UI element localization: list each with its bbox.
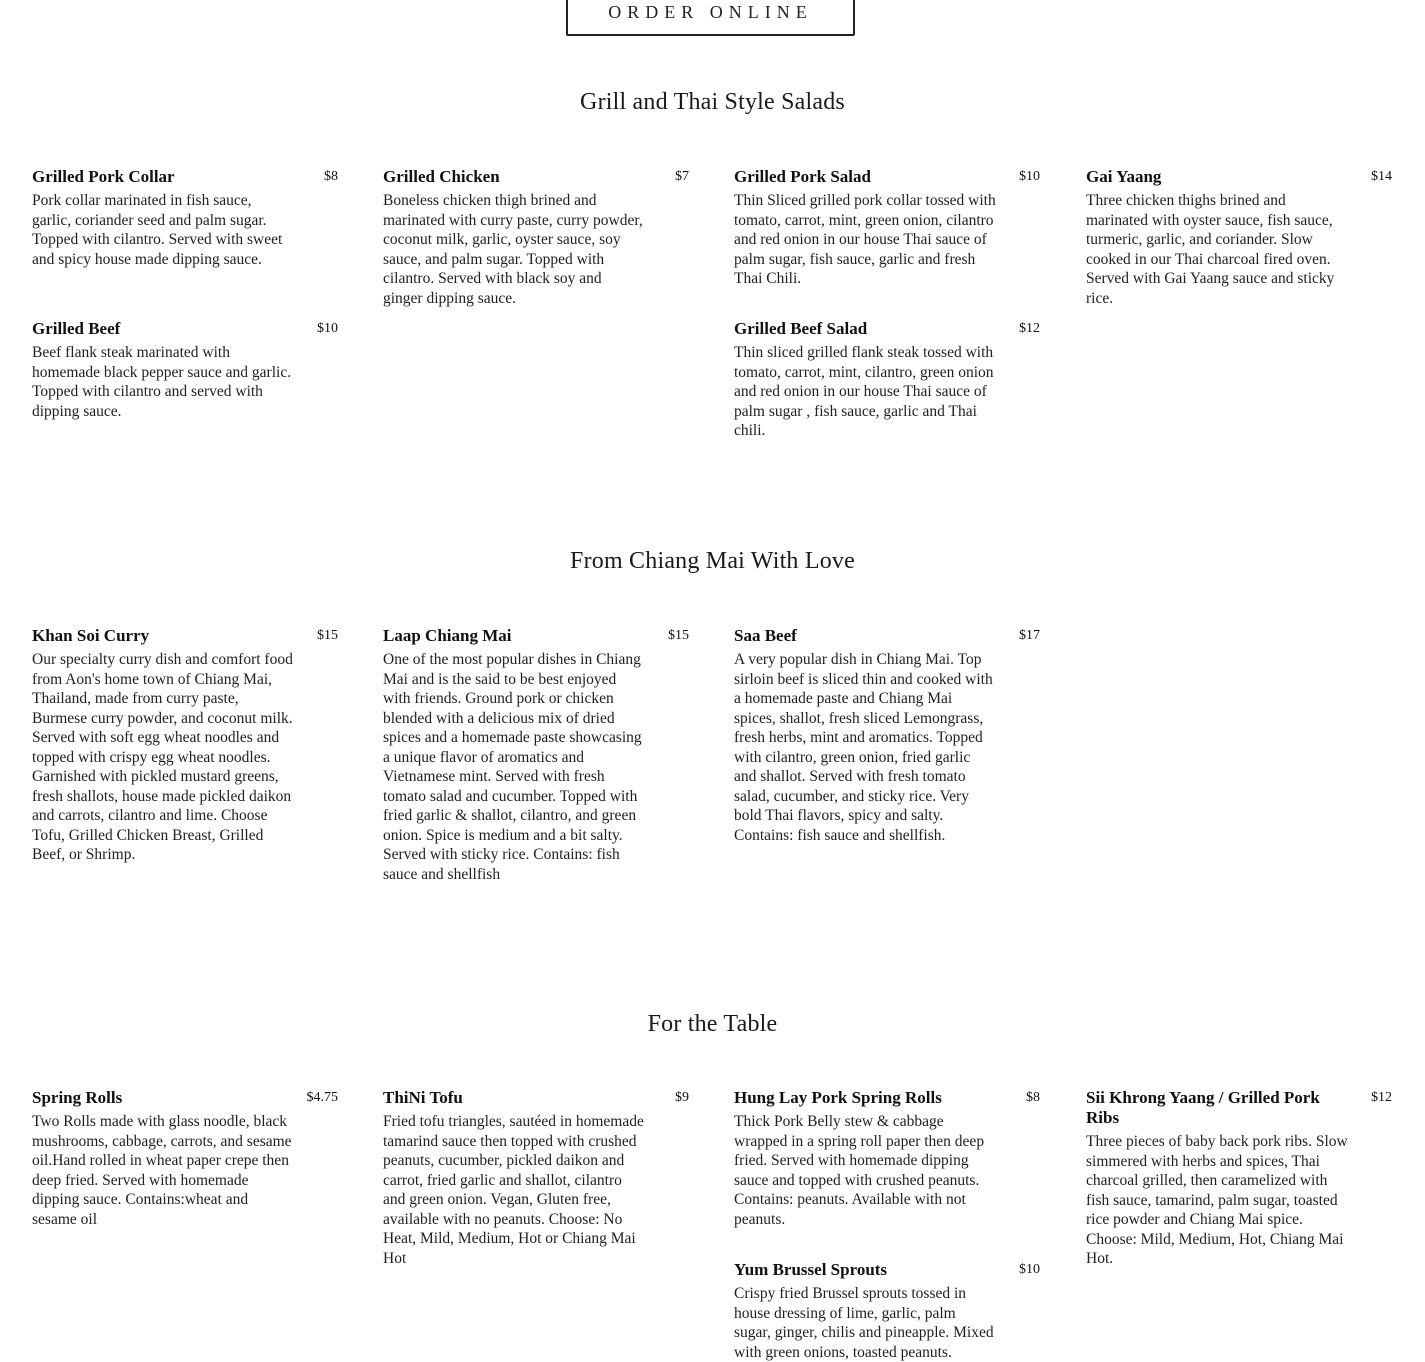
item-description: Thick Pork Belly stew & cabbage wrapped in a spring roll paper then deep fried. Served with homemade dipping sauce and topped with crushed peanuts. Contains: peanuts. Available with not peanuts. [734, 1113, 985, 1228]
item-price: $12 [1371, 1090, 1392, 1105]
item-description: Fried tofu triangles, sautéed in homemade tamarind sauce then topped with crushed peanuts, cucumber, pickled daikon and carrot, fried garlic and shallot, cilantro and green onion. Vegan, Gluten free, available with no peanuts. Choose: No Heat, Mild, Medium, Hot or Chiang Mai Hot [383, 1113, 644, 1267]
item-price: $15 [668, 628, 689, 643]
item-description: Pork collar marinated in fish sauce, garlic, coriander seed and palm sugar. Topped with cilantro. Served with sweet and spicy house made dipping sauce. [32, 192, 283, 268]
item-price: $7 [675, 169, 689, 184]
item-name: Grilled Pork Collar [32, 167, 175, 186]
menu-item-grilled-beef [32, 319, 338, 421]
item-description: Our specialty curry dish and comfort food from Aon's home town of Chiang Mai, Thailand, made from curry paste, Burmese curry powder, and coconut milk. Served with soft egg wheat noodles and topped with crispy egg wheat noodles. Garnished with pickled mustard greens, fresh shallots, house made pickled daikon and carrots, cilantro and lime. Choose Tofu, Grilled Chicken Breast, Grilled Beef, or Shrimp. [32, 651, 293, 863]
menu-item-grilled-beef-salad [734, 319, 1040, 441]
item-price: $14 [1371, 169, 1392, 184]
item-name: Grilled Beef [32, 319, 121, 338]
item-price: $8 [1026, 1090, 1040, 1105]
item-price: $12 [1019, 321, 1040, 336]
item-price: $10 [1019, 1262, 1040, 1277]
item-name: ThiNi Tofu [383, 1088, 463, 1107]
item-description: A very popular dish in Chiang Mai. Top sirloin beef is sliced thin and cooked with a homemade paste and Chiang Mai spices, shallot, fresh sliced Lemongrass, fresh herbs, mint and aromatics. Topped with cilantro, green onion, fried garlic and shallot. Served with fresh tomato salad, cucumber, and sticky rice. Very bold Thai flavors, spicy and salty. Contains: fish sauce and shellfish. [734, 651, 993, 844]
menu-item-grilled-pork-collar [32, 167, 338, 269]
menu-item-sii-khrong-yaang [1086, 1088, 1392, 1269]
section-title-chiang-mai: From Chiang Mai With Love [570, 548, 855, 574]
item-name: Yum Brussel Sprouts [734, 1260, 888, 1279]
item-name: Hung Lay Pork Spring Rolls [734, 1088, 942, 1107]
item-name: Spring Rolls [32, 1088, 123, 1107]
item-description: Thin Sliced grilled pork collar tossed with tomato, carrot, mint, green onion, cilantro and red onion in our house Thai sauce of palm sugar, fish sauce, garlic and fresh Thai Chili. [734, 192, 996, 287]
item-name: Grilled Pork Salad [734, 167, 871, 186]
menu-item-grilled-pork-salad [734, 167, 1040, 289]
item-description: Three chicken thighs brined and marinated with oyster sauce, fish sauce, turmeric, garlic, and coriander. Slow cooked in our Thai charcoal fired oven. Served with Gai Yaang sauce and sticky rice. [1086, 192, 1335, 307]
menu-item-thini-tofu [383, 1088, 689, 1268]
menu-item-khan-soi-curry [32, 626, 338, 865]
section-title-for-the-table: For the Table [647, 1011, 778, 1037]
item-name: Grilled Beef Salad [734, 319, 868, 338]
order-online-button[interactable] [566, 0, 855, 36]
order-online-label: ORDER ONLINE [608, 1, 813, 22]
section-title-grill-salads: Grill and Thai Style Salads [580, 89, 845, 115]
menu-item-saa-beef [734, 626, 1040, 845]
menu-item-gai-yaang [1086, 167, 1392, 308]
menu-item-spring-rolls [32, 1088, 338, 1229]
item-price: $10 [317, 321, 338, 336]
item-description: One of the most popular dishes in Chiang Mai and is the said to be best enjoyed with friends. Ground pork or chicken blended with a delicious mix of dried spices and a homemade paste showcasing a unique flavor of aromatics and Vietnamese mint. Served with fresh tomato salad and cucumber. Topped with fried garlic & shallot, cilantro, and green onion. Spice is medium and a bit salty. Served with sticky rice. Contains: fish sauce and shellfish [383, 651, 642, 883]
item-price: $8 [324, 169, 338, 184]
item-name: Khan Soi Curry [32, 626, 150, 645]
item-name: Sii Khrong Yaang / Grilled Pork Ribs [1086, 1088, 1320, 1127]
item-name: Laap Chiang Mai [383, 626, 512, 645]
item-description: Thin sliced grilled flank steak tossed with tomato, carrot, mint, cilantro, green onion and red onion in our house Thai sauce of palm sugar , fish sauce, garlic and Thai chili. [734, 344, 994, 439]
item-price: $17 [1019, 628, 1040, 643]
item-description: Boneless chicken thigh brined and marinated with curry paste, curry powder, coconut milk, garlic, oyster sauce, soy sauce, and palm sugar. Topped with cilantro. Served with black soy and ginger dipping sauce. [383, 192, 643, 307]
menu-item-grilled-chicken [383, 167, 689, 308]
item-price: $15 [317, 628, 338, 643]
item-description: Three pieces of baby back pork ribs. Slow simmered with herbs and spices, Thai charcoal grilled, then caramelized with fish sauce, tamarind, palm sugar, toasted rice powder and Chiang Mai spice. Choose: Mild, Medium, Hot, Chiang Mai Hot. [1086, 1133, 1348, 1267]
menu-item-laap-chiang-mai [383, 626, 689, 884]
menu-item-yum-brussel-sprouts [734, 1260, 1040, 1362]
item-description: Two Rolls made with glass noodle, black mushrooms, cabbage, carrots, and sesame oil.Hand rolled in wheat paper crepe then deep fried. Served with homemade dipping sauce. Contains:wheat and sesame oil [32, 1113, 292, 1228]
item-name: Saa Beef [734, 626, 797, 645]
item-description: Crispy fried Brussel sprouts tossed in house dressing of lime, garlic, palm sugar, ginger, chilis and pineapple. Mixed with green onions, toasted peanuts. [734, 1285, 994, 1361]
menu-item-hung-lay-pork-spring-rolls [734, 1088, 1040, 1229]
item-price: $4.75 [306, 1090, 338, 1105]
item-price: $10 [1019, 169, 1040, 184]
item-name: Grilled Chicken [383, 167, 500, 186]
item-price: $9 [675, 1090, 689, 1105]
item-name: Gai Yaang [1086, 167, 1162, 186]
item-description: Beef flank steak marinated with homemade black pepper sauce and garlic. Topped with cilantro and served with dipping sauce. [32, 344, 292, 420]
